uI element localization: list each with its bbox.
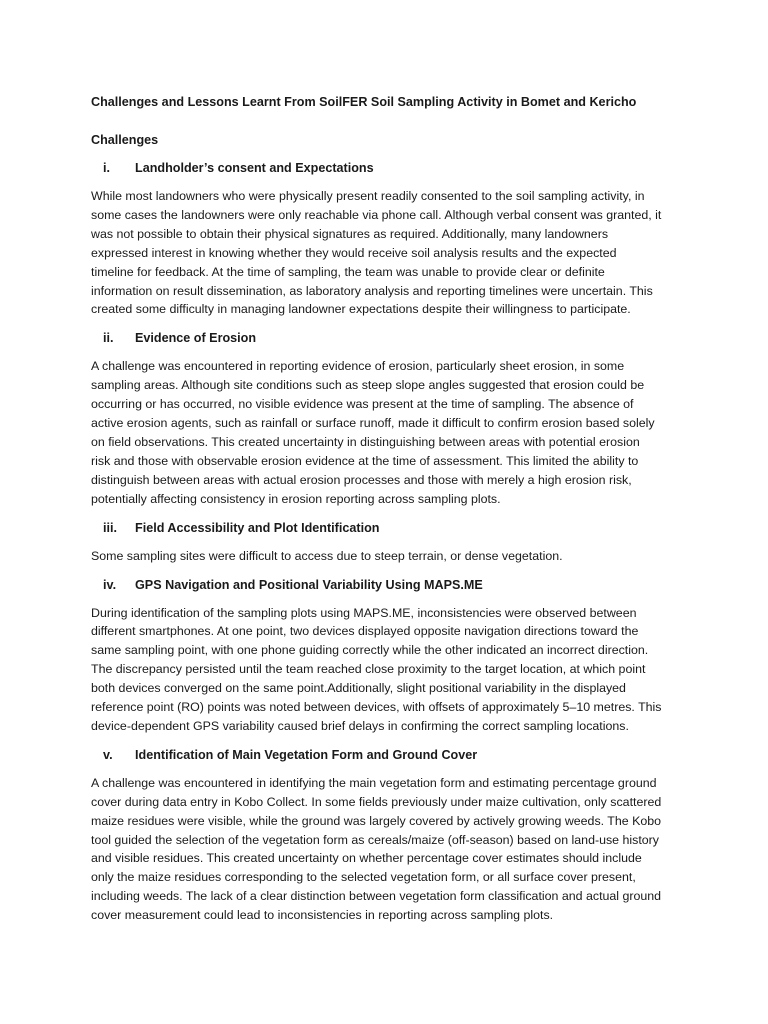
document-title: Challenges and Lessons Learnt From SoilFER Soil Sampling Activity in Bomet and Kericho bbox=[91, 95, 637, 109]
paragraph-line: distinguish between areas with actual erosion processes and those with merely a high erosion risk, bbox=[91, 472, 632, 487]
paragraph-line: different smartphones. At one point, two devices displayed opposite navigation directions toward the bbox=[91, 624, 639, 639]
paragraph-line: A challenge was encountered in identifying the main vegetation form and estimating percentage ground bbox=[91, 775, 657, 790]
challenge-heading bbox=[91, 519, 689, 537]
paragraph-line: While most landowners who were physically present readily consented to the soil sampling activity, in bbox=[91, 189, 645, 203]
paragraph-line: risk and those with observable erosion evidence at the time of assessment. This limited the ability to bbox=[91, 453, 639, 468]
paragraph-line: timeline for feedback. At the time of sampling, the team was unable to provide clear or definite bbox=[91, 264, 605, 279]
paragraph-line: cover during data entry in Kobo Collect. In some fields previously under maize cultivation, only scattered bbox=[91, 794, 662, 809]
paragraph-line: tool guided the selection of the vegetation form as cereals/maize (off-season) based on land-use history bbox=[91, 832, 660, 847]
challenge-heading bbox=[91, 576, 689, 594]
challenge-heading bbox=[91, 329, 689, 347]
paragraph-line: expressed interest in knowing whether they would receive soil analysis results and the expected bbox=[91, 245, 617, 260]
list-numeral: iii. bbox=[103, 520, 117, 535]
challenge-heading-text: Evidence of Erosion bbox=[135, 331, 257, 346]
challenge-paragraph bbox=[91, 774, 689, 925]
paragraph-line: A challenge was encountered in reporting evidence of erosion, particularly sheet erosion, in some bbox=[91, 359, 625, 374]
challenge-paragraph bbox=[91, 357, 689, 508]
paragraph-line: only the maize residues corresponding to the selected vegetation form, or all surface cover present, bbox=[91, 870, 636, 885]
paragraph-line: potentially affecting consistency in erosion reporting across sampling plots. bbox=[91, 491, 501, 506]
paragraph-line: maize residues were visible, while the ground was largely covered by actively growing weeds. The Kobo bbox=[91, 813, 662, 828]
paragraph-line: Some sampling sites were difficult to access due to steep terrain, or dense vegetation. bbox=[91, 548, 563, 563]
paragraph-line: device-dependent GPS variability caused brief delays in confirming the correct sampling locations. bbox=[91, 718, 629, 733]
paragraph-line: on field observations. This created uncertainty in distinguishing between areas with potential erosion bbox=[91, 434, 640, 449]
paragraph-line: The discrepancy persisted until the team reached close proximity to the target location, at which point bbox=[91, 662, 646, 677]
challenge-heading-text: Field Accessibility and Plot Identification bbox=[135, 520, 380, 535]
challenge-heading-text: Identification of Main Vegetation Form and Ground Cover bbox=[135, 747, 478, 762]
challenge-item bbox=[91, 159, 689, 319]
section-heading-challenges: Challenges bbox=[91, 133, 159, 147]
list-numeral: v. bbox=[103, 747, 113, 762]
list-numeral: i. bbox=[103, 161, 110, 175]
challenge-item bbox=[91, 746, 689, 925]
paragraph-line: both devices converged on the same point.Additionally, slight positional variability in the displayed bbox=[91, 681, 626, 696]
paragraph-line: occurring or has occurred, no visible evidence was present at the time of sampling. The absence of bbox=[91, 397, 634, 412]
paragraph-line: reference point (RO) points was noted between devices, with offsets of approximately 5–10 metres. This bbox=[91, 700, 662, 715]
document-page bbox=[91, 93, 689, 935]
challenge-paragraph bbox=[91, 604, 689, 736]
paragraph-line: sampling areas. Although site conditions such as steep slope angles suggested that erosion could be bbox=[91, 378, 645, 393]
paragraph-line: During identification of the sampling plots using MAPS.ME, inconsistencies were observed between bbox=[91, 605, 637, 620]
paragraph-line: created some difficulty in managing landowner expectations despite their willingness to participate. bbox=[91, 302, 631, 317]
paragraph-line: some cases the landowners were only reachable via phone call. Although verbal consent was granted, it bbox=[91, 207, 662, 222]
list-numeral: ii. bbox=[103, 331, 114, 346]
challenge-item bbox=[91, 519, 689, 566]
challenge-heading-text: Landholder’s consent and Expectations bbox=[135, 161, 374, 175]
challenge-list bbox=[91, 159, 689, 925]
paragraph-line: cover measurement could lead to inconsistencies in reporting across sampling plots. bbox=[91, 908, 554, 923]
challenge-paragraph bbox=[91, 547, 689, 566]
challenge-item bbox=[91, 576, 689, 736]
paragraph-line: information on result dissemination, as laboratory analysis and reporting timelines were uncertain. This bbox=[91, 283, 653, 298]
challenge-paragraph bbox=[91, 187, 689, 319]
challenge-heading-text: GPS Navigation and Positional Variability Using MAPS.ME bbox=[135, 577, 483, 592]
challenge-heading bbox=[91, 746, 689, 764]
challenge-heading bbox=[91, 159, 689, 177]
paragraph-line: same sampling point, with one phone guiding correctly while the other indicated an incorrect direction. bbox=[91, 643, 649, 658]
paragraph-line: and visible residues. This created uncertainty on whether percentage cover estimates should include bbox=[91, 851, 642, 866]
paragraph-line: including weeds. The lack of a clear distinction between vegetation form classification and actual ground bbox=[91, 889, 662, 904]
paragraph-line: active erosion agents, such as rainfall or surface runoff, made it difficult to confirm erosion based solely bbox=[91, 416, 655, 431]
list-numeral: iv. bbox=[103, 577, 117, 592]
challenge-item bbox=[91, 329, 689, 508]
paragraph-line: was not possible to obtain their physical signatures as required. Additionally, many landowners bbox=[91, 226, 609, 241]
